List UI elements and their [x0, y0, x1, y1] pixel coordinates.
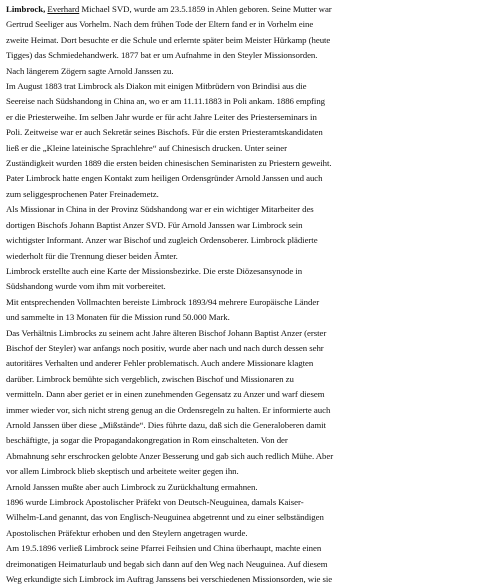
text-line: vor allem Limbrock blieb skeptisch und arbeitete weiter gegen ihn. [6, 466, 239, 477]
text-line: Weg erkundigte sich Limbrock im Auftrag Janssens bei verschiedenen Missionsorden, wie sie [6, 574, 333, 585]
text-line: Südshandong wurde vom ihm mit vorbereitet. [6, 281, 166, 292]
text-line: Seereise nach Südshandong in China an, wo er am 11.11.1883 in Poli ankam. 1886 empfing [6, 96, 326, 107]
text-line: Das Verhältnis Limbrocks zu seinem acht Jahre älteren Bischof Johann Baptist Anzer (erster [6, 327, 327, 338]
text-line: Mit entsprechenden Vollmachten bereiste Limbrock 1893/94 mehrere Europäische Länder [6, 296, 320, 307]
text-line: ließ er die „Kleine lateinische Sprachlehre“ auf Chinesisch drucken. Unter seiner [6, 142, 287, 153]
text-line: Tigges) das Schmiedehandwerk. 1877 bat er um Aufnahme in den Steyler Missionsorden. [6, 50, 318, 61]
heading-surname: Limbrock, [6, 4, 46, 14]
text-line: 1896 wurde Limbrock Apostolischer Präfekt von Deutsch-Neuguinea, damals Kaiser- [6, 497, 304, 507]
text-line: er die Priesterweihe. Im selben Jahr wurde er für acht Jahre Leiter des Priesterseminars in [6, 111, 317, 122]
text-line: Als Missionar in China in der Provinz Südshandong war er ein wichtiger Mitarbeiter des [6, 204, 314, 215]
text-line: Nach längerem Zögern sagte Arnold Janssen zu. [6, 65, 174, 76]
text-line: beschäftigte, ja sogar die Propagandakongregation in Rom einschalteten. Von der [6, 435, 288, 446]
text-line: Arnold Janssen mußte aber auch Limbrock zu Zurückhaltung ermahnen. [6, 481, 258, 492]
text-line: Zuständigkeit wurden 1889 die ersten beiden chinesischen Seminaristen zu Priestern geweiht. [6, 158, 332, 169]
heading-first-name: Everhard [47, 4, 80, 14]
text-line: Apostolischen Präfektur erhoben und den Steylern angetragen wurde. [6, 527, 248, 538]
text-line: zweite Heimat. Dort besuchte er die Schule und erlernte später beim Meister Hürkamp (heute [6, 34, 331, 45]
text-line: Gertrud Seeliger aus Vorhelm. Nach dem frühen Tode der Eltern fand er in Vorhelm eine [6, 19, 314, 30]
text-line: Poli. Zeitweise war er auch Sekretär seines Bischofs. Für die ersten Priesteramtskandidaten [6, 127, 323, 138]
text-line-rest: Michael SVD, wurde am 23.5.1859 in Ahlen geboren. Seine Mutter war [79, 4, 332, 14]
text-line: Pater Limbrock hatte engen Kontakt zum heiligen Ordensgründer Arnold Janssen und auch [6, 173, 323, 184]
text-line: dreimonatigen Heimaturlaub und begab sich dann auf den Weg nach Neuguinea. Auf diesem [6, 558, 328, 569]
text-line: darüber. Limbrock bemühte sich vergeblich, zwischen Bischof und Missionaren zu [6, 373, 294, 384]
text-line [6, 2, 500, 17]
text-line: dortigen Bischofs Johann Baptist Anzer SVD. Für Arnold Janssen war Limbrock sein [6, 219, 303, 230]
text-line: Wilhelm-Land genannt, das von Englisch-Neuguinea abgetrennt und zu einer selbständigen [6, 512, 324, 523]
text-line: immer wieder vor, sich nicht streng genug an die Ordensregeln zu halten. Er informierte auch [6, 404, 331, 415]
text-line: wiederholt für die Trennung dieser beiden Ämter. [6, 250, 178, 261]
text-line: Im August 1883 trat Limbrock als Diakon mit einigen Mitbrüdern von Brindisi aus die [6, 81, 307, 92]
text-line: vermitteln. Dann aber geriet er in einen zunehmenden Gegensatz zu Anzer und warf diesem [6, 389, 325, 400]
text-line: Abmahnung sehr erschrocken gelobte Anzer Besserung und gab sich auch redlich Mühe. Aber [6, 450, 334, 461]
text-line: Bischof der Steyler) war anfangs noch positiv, wurde aber nach und nach durch dessen sehr [6, 342, 324, 353]
text-line: Am 19.5.1896 verließ Limbrock seine Pfarrei Feihsien und China überhaupt, machte einen [6, 543, 322, 554]
text-line: und sammelte in 13 Monaten für die Mission rund 50.000 Mark. [6, 312, 230, 323]
text-line: wichtigster Informant. Anzer war Bischof und zugleich Ordensoberer. Limbrock plädierte [6, 235, 318, 246]
text-line: zum seliggesprochenen Pater Freinademetz. [6, 188, 159, 199]
text-line: Arnold Janssen über diese „Mißstände“. Dies führte dazu, daß sich die Generaloberen damit [6, 419, 326, 430]
text-line: autoritäres Verhalten und anderer Fehler problematisch. Auch andere Missionare klagten [6, 358, 314, 369]
text-line: Limbrock erstellte auch eine Karte der Missionsbezirke. Die erste Diözesansynode in [6, 265, 303, 276]
